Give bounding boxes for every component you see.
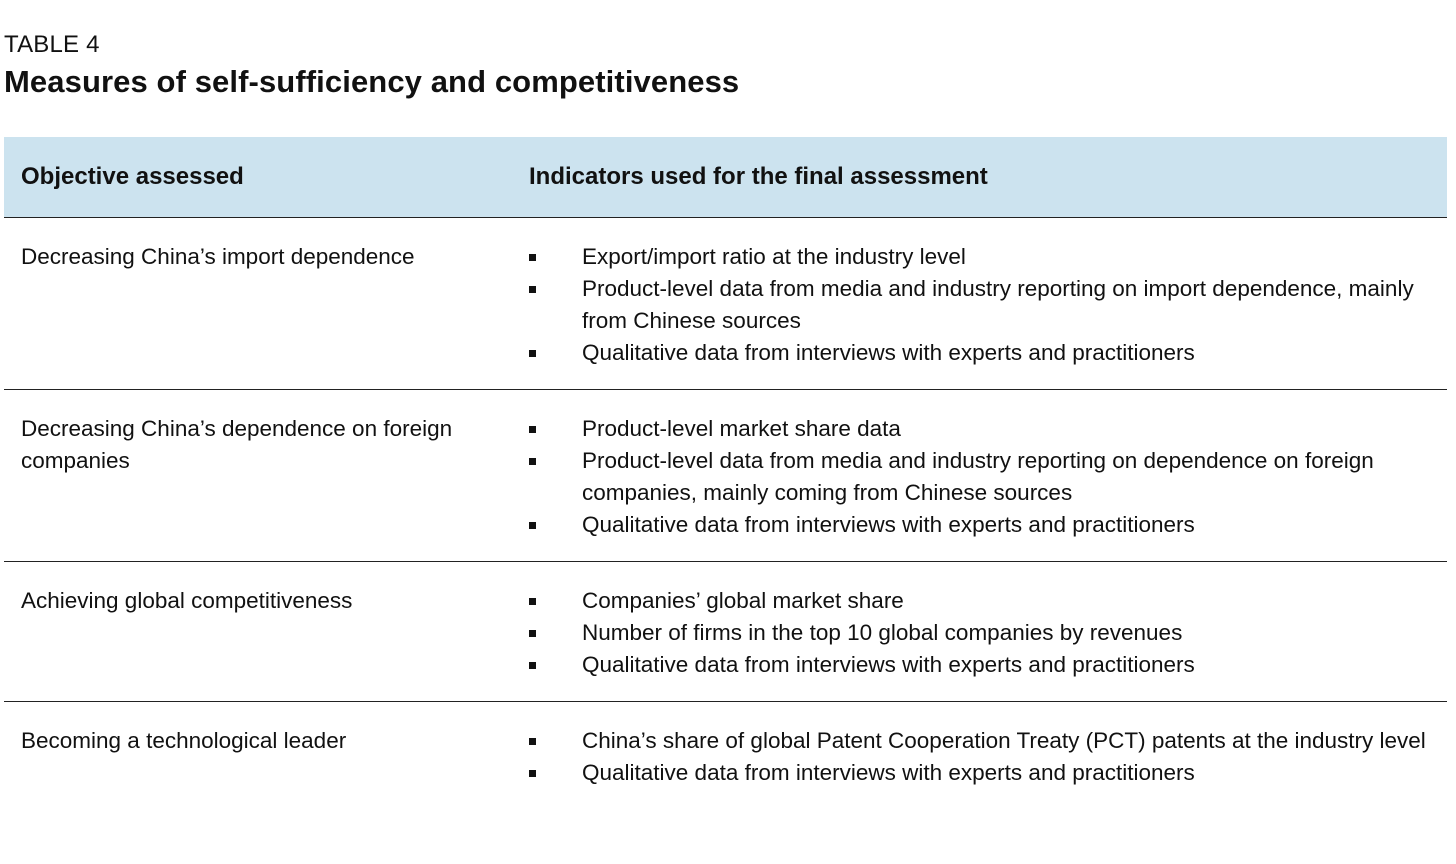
square-bullet-icon (529, 598, 536, 605)
indicator-list (529, 725, 1439, 789)
square-bullet-icon (529, 630, 536, 637)
list-item (529, 509, 1439, 541)
table-row (4, 561, 1447, 701)
header-indicators: Indicators used for the final assessment (512, 137, 1447, 217)
table-header-row (4, 137, 1447, 217)
square-bullet-icon (529, 738, 536, 745)
list-item (529, 413, 1439, 445)
indicator-text: Qualitative data from interviews with experts and practitioners (582, 651, 1195, 677)
table-row (4, 217, 1447, 389)
list-item (529, 445, 1439, 509)
indicators-cell (512, 389, 1447, 561)
objective-cell: Decreasing China’s import dependence (4, 217, 512, 389)
list-item (529, 649, 1439, 681)
square-bullet-icon (529, 522, 536, 529)
indicators-cell (512, 217, 1447, 389)
list-item (529, 273, 1439, 337)
measures-table (4, 137, 1447, 809)
square-bullet-icon (529, 286, 536, 293)
square-bullet-icon (529, 254, 536, 261)
objective-cell: Becoming a technological leader (21, 727, 347, 753)
list-item (529, 337, 1439, 369)
table-row (4, 701, 1447, 809)
objective-cell: Achieving global competitiveness (4, 561, 512, 701)
indicators-cell (512, 701, 1447, 809)
indicator-text: Companies’ global market share (582, 587, 904, 613)
indicator-list (529, 241, 1439, 369)
indicator-text: Product-level data from media and industry reporting on dependence on foreign companies, mainly coming from Chinese sources (582, 447, 1374, 505)
square-bullet-icon (529, 426, 536, 433)
table-title: Measures of self-sufficiency and competitiveness (4, 64, 740, 99)
indicator-list (529, 413, 1439, 541)
list-item (529, 617, 1439, 649)
square-bullet-icon (529, 770, 536, 777)
list-item (529, 585, 1439, 617)
indicator-text: Product-level data from media and industry reporting on import dependence, mainly from Chinese sources (582, 275, 1414, 333)
indicator-text: Number of firms in the top 10 global companies by revenues (582, 619, 1183, 645)
indicators-cell (512, 561, 1447, 701)
square-bullet-icon (529, 662, 536, 669)
list-item (529, 241, 1439, 273)
indicator-text: Export/import ratio at the industry level (582, 243, 966, 269)
square-bullet-icon (529, 350, 536, 357)
header-objective: Objective assessed (4, 137, 512, 217)
indicator-list (529, 585, 1439, 681)
indicator-text: China’s share of global Patent Cooperation Treaty (PCT) patents at the industry level (582, 727, 1426, 753)
indicator-text: Qualitative data from interviews with experts and practitioners (582, 759, 1195, 785)
square-bullet-icon (529, 458, 536, 465)
list-item (529, 757, 1439, 789)
indicator-text: Product-level market share data (582, 415, 901, 441)
indicator-text: Qualitative data from interviews with experts and practitioners (582, 511, 1195, 537)
table-label: TABLE 4 (4, 31, 100, 58)
objective-cell: Decreasing China’s dependence on foreign companies (4, 389, 512, 561)
indicator-text: Qualitative data from interviews with experts and practitioners (582, 339, 1195, 365)
list-item (529, 725, 1439, 757)
table-row (4, 389, 1447, 561)
